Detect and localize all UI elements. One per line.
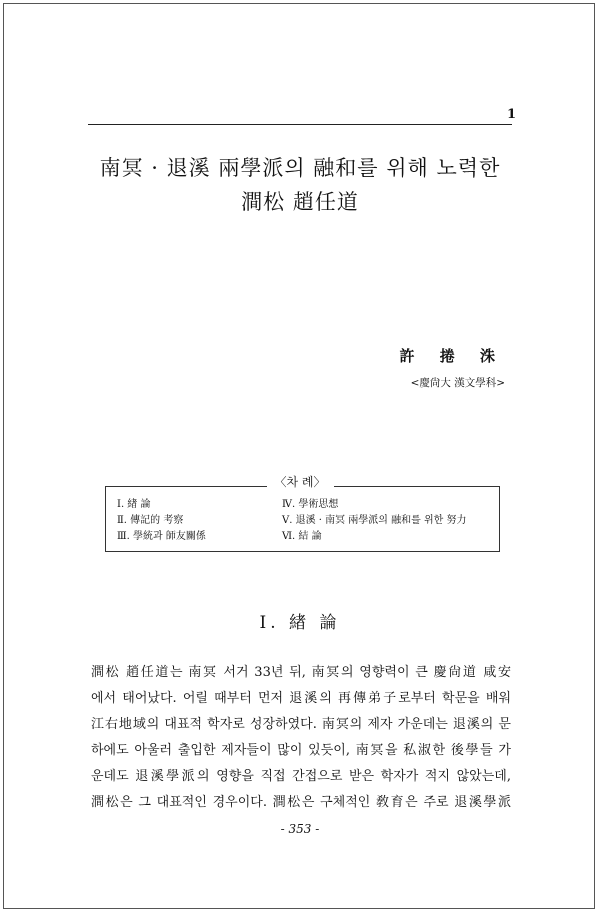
toc-title: 〈차 례〉	[267, 475, 334, 489]
author-name: 許 捲 洙	[399, 347, 505, 365]
body-line: 하에도 아울러 출입한 제자들이 많이 있듯이, 南冥을 私淑한 後學들 가	[91, 743, 511, 758]
toc-item: Ⅱ. 傳記的 考察	[117, 515, 184, 526]
toc-item: Ⅲ. 學統과 師友關係	[117, 531, 206, 542]
body-line: 澗松 趙任道는 南冥 서거 33년 뒤, 南冥의 영향력이 큰 慶尙道 咸安	[91, 665, 511, 680]
title-line-1: 南冥 · 退溪 兩學派의 融和를 위해 노력한	[99, 156, 501, 180]
body-line: 江右地域의 대표적 학자로 성장하였다. 南冥의 제자 가운데는 退溪의 문	[91, 717, 511, 732]
header-page-label: 1	[506, 107, 516, 122]
toc-item: Ⅰ. 緖 論	[117, 499, 151, 510]
toc-item: Ⅴ. 退溪 · 南冥 兩學派의 融和를 위한 努力	[282, 515, 467, 526]
body-line: 澗松은 그 대표적인 경우이다. 澗松은 구체적인 敎育은 주로 退溪學派	[91, 795, 511, 810]
body-line: 에서 태어났다. 어릴 때부터 먼저 退溪의 再傳弟子로부터 학문을 배워	[91, 691, 511, 706]
toc-item: Ⅳ. 學術思想	[282, 499, 339, 510]
title-line-2: 澗松 趙任道	[241, 190, 359, 214]
toc-left-column	[117, 497, 206, 545]
author-affiliation: <慶尙大 漢文學科>	[410, 377, 505, 389]
body-line: 운데도 退溪學派의 영향을 직접 간접으로 받은 학자가 적지 않았는데,	[91, 769, 511, 784]
body-paragraph	[91, 660, 511, 816]
header-rule	[88, 124, 512, 125]
toc-title-wrap	[0, 473, 600, 490]
section-heading: Ⅰ. 緖 論	[259, 613, 341, 633]
footer-page-number: - 353 -	[280, 822, 320, 836]
toc-right-column	[282, 497, 466, 545]
toc-item: Ⅵ. 結 論	[282, 531, 322, 542]
